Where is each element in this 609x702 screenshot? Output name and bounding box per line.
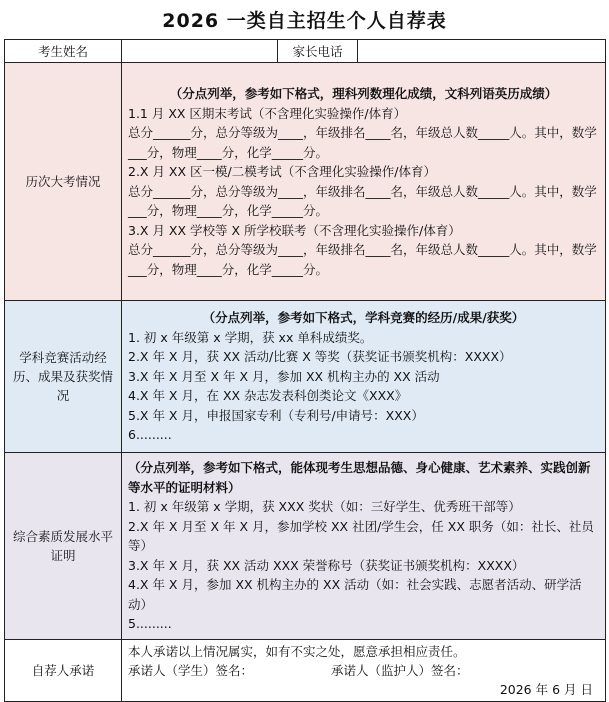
exam-line-3: 2.X 月 XX 区一模/二模考试（不含理化实验操作/体育） xyxy=(128,164,436,179)
header-row xyxy=(5,40,606,63)
contest-line-5: 5.X 年 X 月，申报国家专利（专利号/申请号：XXX） xyxy=(128,407,424,423)
page-title: 2026 一类自主招生个人自荐表 xyxy=(162,10,447,32)
contest-line-3: 3.X 年 X 月至 X 年 X 月，参加 XX 机构主办的 XX 活动 xyxy=(128,368,440,384)
exam-content[interactable] xyxy=(122,63,606,301)
quality-line-4: 4.X 年 X 月，参加 XX 机构主办的 XX 活动（如：社会实践、志愿者活动、研学活动） xyxy=(128,577,582,612)
exam-label: 历次大考情况 xyxy=(5,63,122,301)
commit-row xyxy=(5,640,606,702)
exam-line-5: 3.X 月 XX 学校等 X 所学校联考（不含理化实验操作/体育） xyxy=(128,222,461,238)
contest-line-2: 2.X 年 X 月，获 XX 活动/比赛 X 等奖（获奖证书颁奖机构：XXXX） xyxy=(128,349,512,365)
quality-row xyxy=(5,453,606,640)
quality-line-2: 2.X 年 X 月至 X 年 X 月，参加学校 XX 社团/学生会，任 XX 职务（如：社长、社员等） xyxy=(128,518,594,554)
quality-hint: （分点列举，参考如下格式，能体现考生思想品德、身心健康、艺术素养、实践创新等水平的证明材料） xyxy=(128,460,591,495)
contest-line-1: 1. 初 x 年级第 x 学期，获 xx 单科成绩奖。 xyxy=(128,329,373,345)
contest-hint: （分点列举，参考如下格式，学科竞赛的经历/成果/获奖） xyxy=(202,310,525,326)
quality-line-5: 5......... xyxy=(128,616,172,632)
contest-row xyxy=(5,301,606,453)
student-sign-label: 承诺人（学生）签名： xyxy=(128,663,254,678)
commit-content[interactable] xyxy=(122,640,606,702)
name-label: 考生姓名 xyxy=(5,40,122,63)
contest-content[interactable] xyxy=(122,301,606,453)
contest-label: 学科竞赛活动经历、成果及获奖情况 xyxy=(5,301,122,453)
exam-hint: （分点列举，参考如下格式，理科列数理化成绩，文科列语英历成绩） xyxy=(169,86,558,101)
quality-label: 综合素质发展水平证明 xyxy=(5,453,122,640)
self-recommendation-form xyxy=(4,39,606,702)
name-field[interactable] xyxy=(122,40,278,63)
exam-line-2: 总分______分，总分等级为____，年级排名____名，年级总人数_____人。其中，数学___分，物理____分，化学_____分。 xyxy=(128,125,597,160)
phone-label: 家长电话 xyxy=(278,40,358,63)
quality-line-3: 3.X 年 X 月，获 XX 活动 XXX 荣誉称号（获奖证书颁奖机构：XXXX） xyxy=(128,557,525,573)
quality-line-1: 1. 初 x 年级第 x 学期，获 XXX 奖状（如：三好学生、优秀班干部等） xyxy=(128,499,521,515)
commit-statement: 本人承诺以上情况属实，如有不实之处，愿意承担相应责任。 xyxy=(128,644,466,659)
contest-line-6: 6......... xyxy=(128,427,172,443)
commit-label: 自荐人承诺 xyxy=(5,640,122,702)
exam-line-1: 1.1 月 XX 区期末考试（不含理化实验操作/体育） xyxy=(128,105,407,121)
exam-row xyxy=(5,63,606,301)
contest-line-4: 4.X 年 X 月，在 XX 杂志发表科创类论文《XXX》 xyxy=(128,388,408,404)
exam-line-6: 总分______分，总分等级为____，年级排名____名，年级总人数_____人。其中，数学___分，物理____分，化学_____分。 xyxy=(128,242,597,277)
guardian-sign-label: 承诺人（监护人）签名： xyxy=(331,663,469,678)
commit-date: 2026 年 6 月 日 xyxy=(499,682,593,697)
commit-signatures xyxy=(128,661,599,680)
phone-field[interactable] xyxy=(358,40,606,63)
quality-content[interactable] xyxy=(122,453,606,640)
exam-line-4: 总分______分，总分等级为____，年级排名____名，年级总人数_____人。其中，数学___分，物理____分，化学_____分。 xyxy=(128,183,597,218)
